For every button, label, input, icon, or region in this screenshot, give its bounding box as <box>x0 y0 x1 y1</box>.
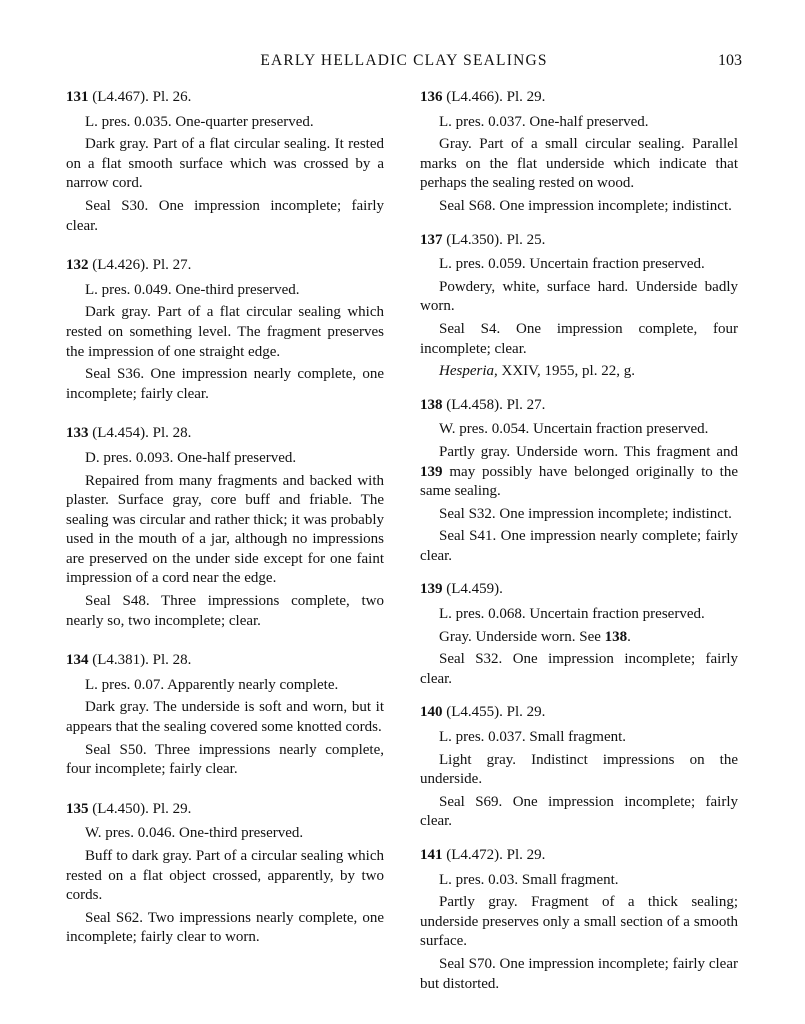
catalogue-entry-138 <box>420 396 738 567</box>
entry-ref: (L4.426). Pl. 27. <box>88 257 192 274</box>
entry-description: Dark gray. Part of a flat circular sealing which rested on something level. The fragment preserves the impression of one straight edge. <box>66 304 384 360</box>
entry-number: 132 <box>66 257 89 274</box>
right-column <box>420 88 738 1008</box>
entry-number: 139 <box>420 581 443 598</box>
entry-seal: Seal S4. One impression complete, four incomplete; clear. <box>420 320 738 357</box>
entry-number: 141 <box>420 847 443 863</box>
entry-ref: (L4.458). Pl. 27. <box>442 396 546 413</box>
entry-description: Dark gray. The underside is soft and worn, but it appears that the sealing covered some knotted cords. <box>66 699 384 736</box>
catalogue-entry-139 <box>420 580 738 689</box>
entry-dimensions: L. pres. 0.07. Apparently nearly complete. <box>85 676 339 693</box>
page-number: 103 <box>718 52 742 69</box>
description-text: Gray. Underside worn. See <box>439 628 605 645</box>
entry-seal: Seal S50. Three impressions nearly complete, four incomplete; fairly clear. <box>66 741 384 778</box>
entry-number: 133 <box>66 425 89 442</box>
entry-number: 140 <box>420 704 443 721</box>
entry-description: Gray. Part of a small circular sealing. Parallel marks on the flat underside which indicate that perhaps the sealing rested on wood. <box>420 136 738 192</box>
description-text: Partly gray. Underside worn. This fragment and <box>439 443 738 460</box>
catalogue-entry-140 <box>420 703 738 832</box>
entry-seal: Seal S68. One impression incomplete; indistinct. <box>439 197 732 214</box>
entry-ref: (L4.459). <box>442 581 503 598</box>
entry-heading <box>66 800 384 820</box>
entry-heading <box>420 231 738 251</box>
cross-reference: 138 <box>604 628 628 645</box>
description-text-end: . <box>627 628 631 645</box>
entry-ref: (L4.466). Pl. 29. <box>442 89 546 105</box>
entry-dimensions: W. pres. 0.054. Uncertain fraction preserved. <box>439 421 709 438</box>
entry-number: 136 <box>420 89 443 105</box>
entry-ref: (L4.381). Pl. 28. <box>88 652 192 669</box>
entry-heading <box>420 88 738 108</box>
entry-number: 131 <box>66 89 89 105</box>
entry-description: Dark gray. Part of a flat circular sealing. It rested on a flat smooth surface which was crossed by a narrow cord. <box>66 136 384 192</box>
entry-seal: Seal S70. One impression incomplete; fairly clear but distorted. <box>420 955 738 992</box>
entry-seal: Seal S30. One impression incomplete; fairly clear. <box>66 197 384 234</box>
entry-description: Repaired from many fragments and backed with plaster. Surface gray, core buff and friable. The sealing was circular and rather thick; it was probably used in the mouth of a jar, although no impressions are preserved on the under side except for one faint impression of a cord near the edge. <box>66 472 384 587</box>
entry-seal: Seal S62. Two impressions nearly complete, one incomplete; fairly clear to worn. <box>66 909 384 946</box>
catalogue-entry-136 <box>420 88 738 217</box>
entry-dimensions: L. pres. 0.035. One-quarter preserved. <box>85 113 314 130</box>
entry-seal: Seal S32. One impression incomplete; indistinct. <box>439 505 732 522</box>
entry-heading <box>66 651 384 671</box>
entry-citation <box>420 362 738 382</box>
entry-ref: (L4.350). Pl. 25. <box>442 231 546 248</box>
entry-ref: (L4.450). Pl. 29. <box>88 800 192 817</box>
entry-heading <box>66 88 384 108</box>
running-title: EARLY HELLADIC CLAY SEALINGS <box>260 52 548 69</box>
catalogue-entry-132 <box>66 256 384 404</box>
entry-seal: Seal S69. One impression incomplete; fairly clear. <box>420 793 738 830</box>
entry-number: 138 <box>420 396 443 413</box>
cross-reference: 139 <box>420 463 443 480</box>
entry-dimensions: L. pres. 0.049. One-third preserved. <box>85 281 300 298</box>
catalogue-entry-135 <box>66 800 384 948</box>
entry-ref: (L4.467). Pl. 26. <box>88 89 192 105</box>
entry-description: Partly gray. Fragment of a thick sealing; underside preserves only a small section of a smooth surface. <box>420 894 738 950</box>
citation-details: , XXIV, 1955, pl. 22, g. <box>494 363 635 380</box>
entry-number: 134 <box>66 652 89 669</box>
entry-heading <box>66 424 384 444</box>
entry-seal: Seal S36. One impression nearly complete, one incomplete; fairly clear. <box>66 366 384 402</box>
entry-dimensions: L. pres. 0.037. Small fragment. <box>439 729 627 746</box>
entry-description: Powdery, white, surface hard. Underside badly worn. <box>420 278 738 315</box>
entry-dimensions: L. pres. 0.037. One-half preserved. <box>439 113 649 130</box>
entry-dimensions: D. pres. 0.093. One-half preserved. <box>85 449 297 466</box>
entry-ref: (L4.454). Pl. 28. <box>88 425 192 442</box>
entry-number: 135 <box>66 800 89 817</box>
left-column <box>66 88 384 962</box>
catalogue-entry-133 <box>66 424 384 631</box>
entry-seal: Seal S41. One impression nearly complete; fairly clear. <box>420 528 738 564</box>
entry-description <box>420 443 738 502</box>
entry-heading <box>420 703 738 723</box>
entry-heading <box>66 256 384 276</box>
entry-heading <box>420 846 738 866</box>
entry-dimensions: L. pres. 0.068. Uncertain fraction preserved. <box>439 606 705 623</box>
entry-number: 137 <box>420 231 443 248</box>
entry-seal: Seal S48. Three impressions complete, two nearly so, two incomplete; clear. <box>66 593 384 629</box>
entry-dimensions: W. pres. 0.046. One-third preserved. <box>85 825 304 842</box>
entry-heading <box>420 580 738 600</box>
entry-description: Light gray. Indistinct impressions on the underside. <box>420 751 738 788</box>
entry-description <box>420 628 738 648</box>
citation-journal: Hesperia <box>439 363 494 380</box>
entry-ref: (L4.472). Pl. 29. <box>442 847 546 863</box>
entry-heading <box>420 396 738 416</box>
entry-seal: Seal S32. One impression incomplete; fairly clear. <box>420 651 738 687</box>
entry-dimensions: L. pres. 0.059. Uncertain fraction preserved. <box>439 256 705 273</box>
entry-description: Buff to dark gray. Part of a circular sealing which rested on a flat object crossed, apparently, by two cords. <box>66 848 384 904</box>
entry-ref: (L4.455). Pl. 29. <box>442 704 546 721</box>
catalogue-entry-134 <box>66 651 384 780</box>
catalogue-entry-137 <box>420 231 738 382</box>
description-text-end: may possibly have belonged originally to the same sealing. <box>420 463 738 500</box>
entry-dimensions: L. pres. 0.03. Small fragment. <box>439 871 619 888</box>
catalogue-entry-141 <box>420 846 738 994</box>
running-header <box>66 52 742 76</box>
catalogue-entry-131 <box>66 88 384 236</box>
